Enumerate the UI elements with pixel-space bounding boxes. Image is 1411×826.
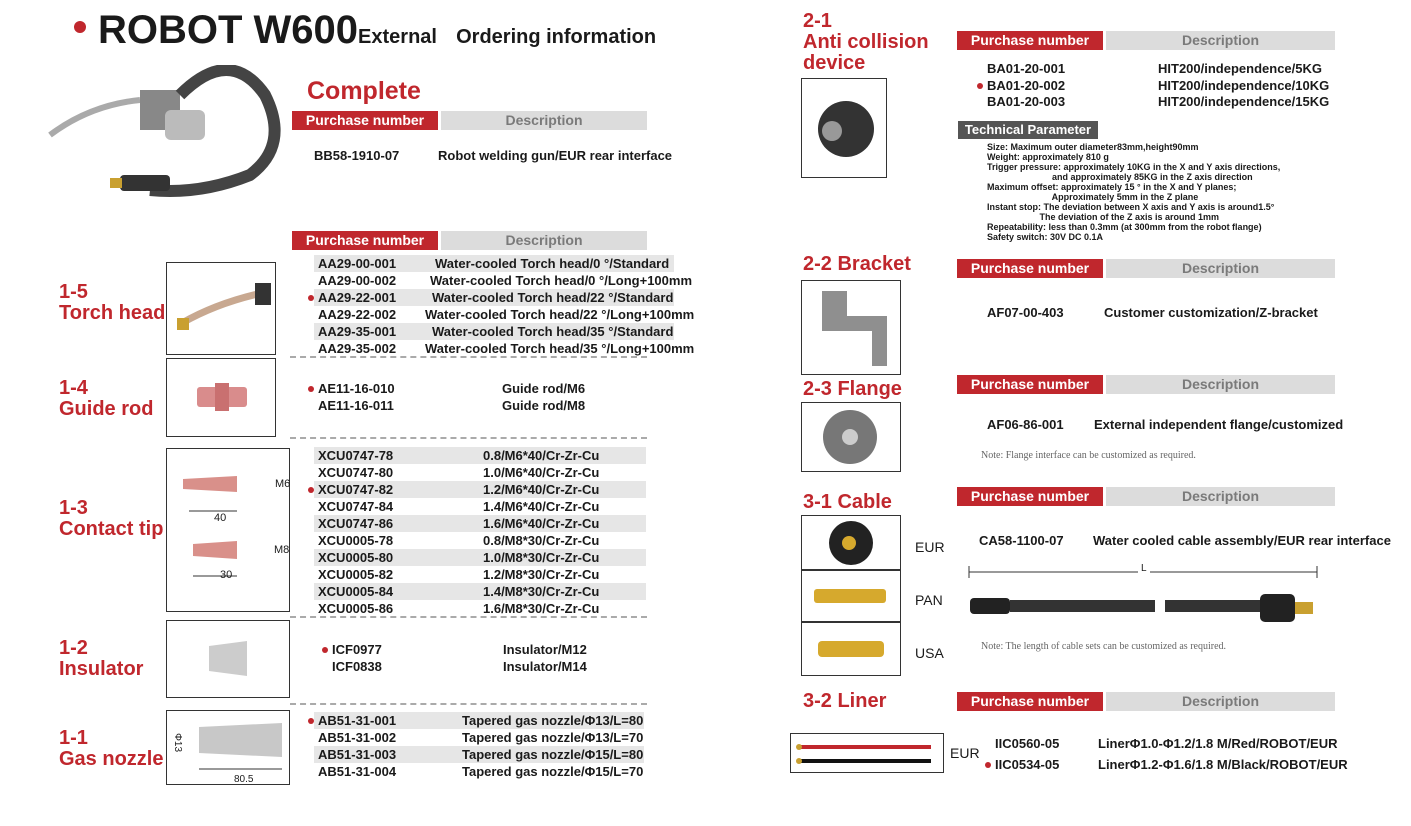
description: Water cooled cable assembly/EUR rear interface: [1093, 533, 1391, 548]
tech-param-line: Trigger pressure: approximately 10KG in the X and Y axis directions,: [987, 162, 1281, 172]
description: Water-cooled Torch head/22 °/Standard: [432, 290, 674, 305]
table-row[interactable]: [314, 464, 646, 481]
purchase-number: BA01-20-002: [987, 77, 1066, 93]
section-number: 3-2: [803, 690, 832, 712]
insulator-image: [166, 620, 290, 698]
description: HIT200/independence/5KG: [1158, 61, 1322, 76]
tech-param-header: Technical Parameter: [958, 121, 1098, 139]
title-bullet: [74, 21, 86, 33]
table-row[interactable]: [314, 549, 646, 566]
purchase-number: BB58-1910-07: [314, 148, 400, 163]
description-header: Description: [441, 111, 647, 130]
tech-param-line: The deviation of the Z axis is around 1mm: [987, 212, 1220, 222]
divider: [290, 703, 647, 705]
purchase-number-header: Purchase number: [292, 111, 438, 130]
section-number: 1-1: [59, 727, 88, 749]
description: External independent flange/customized: [1094, 417, 1344, 432]
table-row[interactable]: [314, 641, 614, 658]
purchase-number: AA29-00-002: [318, 273, 397, 288]
page-title: [98, 8, 656, 53]
anti-collision-table-header: [957, 31, 1335, 50]
table-row[interactable]: [970, 532, 1391, 549]
table-row[interactable]: [314, 515, 646, 532]
section-number: 1-2: [59, 637, 88, 659]
table-row[interactable]: [314, 323, 674, 340]
table-row[interactable]: [314, 289, 674, 306]
section-number: 2-1: [803, 10, 832, 32]
liner-type: EUR: [950, 745, 980, 761]
purchase-number: AE11-16-011: [318, 398, 394, 413]
dim-m8: M8: [274, 544, 290, 556]
flange-note: Note: Flange interface can be customized as required.: [981, 450, 1196, 461]
table-row[interactable]: [975, 304, 1355, 321]
purchase-number: XCU0747-84: [318, 499, 394, 514]
description: LinerΦ1.0-Φ1.2/1.8 M/Red/ROBOT/EUR: [1098, 736, 1338, 751]
section-gas-nozzle: [59, 728, 163, 770]
parts-table-header: [292, 231, 647, 250]
tech-param-line: and approximately 85KG in the Z axis direction: [987, 172, 1253, 182]
purchase-number: XCU0005-86: [318, 601, 394, 616]
purchase-number: CA58-1100-07: [979, 533, 1064, 548]
section-name: Anti collision: [803, 31, 929, 53]
table-row[interactable]: [310, 147, 673, 164]
divider: [290, 356, 647, 358]
section-number: 1-4: [59, 377, 88, 399]
table-row[interactable]: [314, 481, 646, 498]
table-row[interactable]: [314, 272, 692, 289]
description: Water-cooled Torch head/22 °/Long+100mm: [425, 307, 695, 322]
description: Water-cooled Torch head/0 °/Standard: [435, 256, 670, 271]
description: LinerΦ1.2-Φ1.6/1.8 M/Black/ROBOT/EUR: [1098, 757, 1348, 772]
section-guide-rod: [59, 378, 153, 420]
purchase-number: IIC0534-05: [995, 757, 1060, 772]
description: HIT200/independence/15KG: [1158, 94, 1330, 109]
section-name: Insulator: [59, 658, 144, 680]
section-name: Contact tip: [59, 518, 164, 540]
cable-usa-image: [801, 622, 901, 676]
purchase-number: AF07-00-403: [987, 305, 1064, 320]
table-row[interactable]: [314, 340, 695, 357]
tech-param-line: Safety switch: 30V DC 0.1A: [987, 232, 1104, 242]
divider: [290, 616, 647, 618]
dim-m6: M6: [275, 478, 291, 490]
section-torch-head: [59, 282, 165, 324]
section-liner: [803, 691, 886, 712]
purchase-number: IIC0560-05: [995, 736, 1060, 751]
recommended-bullet: [322, 647, 328, 653]
section-number: 3-1: [803, 491, 832, 513]
table-row[interactable]: [314, 583, 646, 600]
purchase-number: AB51-31-001: [318, 713, 397, 728]
cable-type-pan: PAN: [915, 592, 943, 608]
description: Water-cooled Torch head/35 °/Long+100mm: [425, 341, 695, 356]
table-row[interactable]: [314, 658, 614, 675]
table-row[interactable]: [314, 763, 644, 780]
section-contact-tip: [59, 498, 163, 540]
description-header: Description: [1106, 487, 1335, 506]
description: 0.8/M8*30/Cr-Zr-Cu: [483, 533, 600, 548]
bracket-table-header: [957, 259, 1335, 278]
tech-param-line: Repeatability: less than 0.3mm (at 300mm from the robot flange): [987, 222, 1262, 232]
tech-param-line: Size: Maximum outer diameter83mm,height90mm: [987, 142, 1199, 152]
title-sub: External: [358, 26, 437, 48]
cable-pan-image: [801, 570, 901, 622]
dim-dia: Φ13: [172, 732, 184, 753]
table-row[interactable]: [975, 77, 1335, 94]
purchase-number: AB51-31-002: [318, 730, 397, 745]
purchase-number: AA29-00-001: [318, 256, 397, 271]
section-name: Gas nozzle: [59, 748, 164, 770]
dim-40: 40: [214, 512, 227, 524]
table-row[interactable]: [975, 416, 1355, 433]
table-row[interactable]: [314, 306, 695, 323]
description: Tapered gas nozzle/Φ15/L=70: [462, 764, 644, 779]
section-name: Guide rod: [59, 398, 154, 420]
contact-tip-image: [166, 448, 290, 612]
table-row[interactable]: [314, 600, 646, 617]
table-row[interactable]: [314, 380, 614, 397]
tech-param-line: Weight: approximately 810 g: [987, 152, 1109, 162]
table-row[interactable]: [314, 447, 646, 464]
liner-image: [790, 733, 944, 773]
gas-nozzle-image: [166, 710, 290, 785]
description-header: Description: [1106, 692, 1335, 711]
purchase-number-header: Purchase number: [957, 692, 1103, 711]
purchase-number: AA29-22-001: [318, 290, 397, 305]
cable-type-eur: EUR: [915, 539, 945, 555]
purchase-number: AA29-22-002: [318, 307, 397, 322]
description: Guide rod/M6: [502, 381, 586, 396]
purchase-number-header: Purchase number: [292, 231, 438, 250]
description: 1.6/M6*40/Cr-Zr-Cu: [483, 516, 600, 531]
recommended-bullet: [985, 762, 991, 768]
recommended-bullet: [308, 718, 314, 724]
section-number: 2-2: [803, 253, 832, 275]
description: 1.4/M8*30/Cr-Zr-Cu: [483, 584, 600, 599]
title-tail: Ordering information: [456, 26, 657, 48]
cable-note: Note: The length of cable sets can be customized as required.: [981, 641, 1227, 652]
purchase-number-header: Purchase number: [957, 259, 1103, 278]
flange-image: [801, 402, 901, 472]
purchase-number-header: Purchase number: [957, 487, 1103, 506]
table-row[interactable]: [314, 532, 646, 549]
robot-gun-image: [40, 65, 290, 215]
recommended-bullet: [977, 83, 983, 89]
purchase-number: XCU0747-86: [318, 516, 394, 531]
section-flange: [803, 379, 902, 400]
description: 1.2/M8*30/Cr-Zr-Cu: [483, 567, 600, 582]
description: Robot welding gun/EUR rear interface: [438, 148, 673, 163]
description: Customer customization/Z-bracket: [1104, 305, 1318, 320]
anti-collision-image: [801, 78, 887, 178]
table-row[interactable]: [985, 735, 1365, 752]
cable-type-usa: USA: [915, 645, 944, 661]
purchase-number: BA01-20-003: [987, 94, 1066, 109]
section-name: Torch head: [59, 302, 166, 324]
liner-table-header: [957, 692, 1335, 711]
table-row[interactable]: [314, 255, 674, 272]
purchase-number: AB51-31-003: [318, 747, 397, 762]
description: 1.6/M8*30/Cr-Zr-Cu: [483, 601, 600, 616]
description: Insulator/M12: [503, 642, 587, 657]
purchase-number: AA29-35-001: [318, 324, 397, 339]
complete-table-header: [292, 111, 647, 130]
description: Tapered gas nozzle/Φ13/L=80: [462, 713, 644, 728]
table-row[interactable]: [314, 498, 646, 515]
purchase-number: XCU0005-78: [318, 533, 394, 548]
recommended-bullet: [308, 487, 314, 493]
purchase-number: XCU0005-82: [318, 567, 394, 582]
recommended-bullet: [308, 386, 314, 392]
description: 1.0/M6*40/Cr-Zr-Cu: [483, 465, 600, 480]
section-number: 2-3: [803, 378, 832, 400]
table-row[interactable]: [314, 746, 644, 763]
description: 0.8/M6*40/Cr-Zr-Cu: [483, 448, 600, 463]
purchase-number: AB51-31-004: [318, 764, 397, 779]
purchase-number: AF06-86-001: [987, 417, 1064, 432]
section-number: 1-5: [59, 281, 88, 303]
recommended-bullet: [308, 295, 314, 301]
purchase-number-header: Purchase number: [957, 375, 1103, 394]
dim-30: 30: [220, 569, 233, 581]
table-row[interactable]: [975, 60, 1335, 77]
divider: [290, 437, 647, 439]
purchase-number: XCU0747-82: [318, 482, 394, 497]
section-bracket: [803, 254, 911, 275]
table-row[interactable]: [314, 566, 646, 583]
tech-param-line: Approximately 5mm in the Z plane: [987, 192, 1199, 202]
guide-rod-image: [166, 358, 276, 437]
cable-table-header: [957, 487, 1335, 506]
purchase-number: AE11-16-010: [318, 381, 395, 396]
purchase-number: XCU0005-84: [318, 584, 394, 599]
bracket-image: [801, 280, 901, 375]
purchase-number: XCU0747-80: [318, 465, 394, 480]
section-anti-collision: [803, 11, 929, 74]
description-header: Description: [1106, 259, 1335, 278]
description-header: Description: [1106, 375, 1335, 394]
description: Insulator/M14: [503, 659, 587, 674]
table-row[interactable]: [314, 712, 644, 729]
table-row[interactable]: [314, 729, 644, 746]
description-header: Description: [1106, 31, 1335, 50]
flange-table-header: [957, 375, 1335, 394]
description: Guide rod/M8: [502, 398, 586, 413]
description: HIT200/independence/10KG: [1158, 77, 1330, 93]
table-row[interactable]: [314, 397, 614, 414]
section-name: Bracket: [837, 253, 911, 275]
description: Tapered gas nozzle/Φ15/L=80: [462, 747, 644, 762]
section-name: Liner: [837, 690, 887, 712]
section-name-2: device: [803, 52, 866, 74]
dim-len: 80.5: [234, 774, 254, 785]
tech-param-line: Maximum offset: approximately 15 ° in the X and Y planes;: [987, 182, 1237, 192]
table-row[interactable]: [975, 93, 1335, 110]
purchase-number: ICF0838: [332, 659, 382, 674]
description: 1.2/M6*40/Cr-Zr-Cu: [483, 482, 600, 497]
purchase-number: ICF0977: [332, 642, 382, 657]
dim-l: L: [1138, 563, 1150, 574]
purchase-number: BA01-20-001: [987, 61, 1066, 76]
complete-heading: Complete: [307, 77, 421, 105]
description: 1.0/M8*30/Cr-Zr-Cu: [483, 550, 600, 565]
section-insulator: [59, 638, 143, 680]
description: 1.4/M6*40/Cr-Zr-Cu: [483, 499, 600, 514]
tech-param-line: Instant stop: The deviation between X axis and Y axis is around1.5°: [987, 202, 1275, 212]
description: Tapered gas nozzle/Φ13/L=70: [462, 730, 644, 745]
torch-head-image: [166, 262, 276, 355]
section-cable: [803, 492, 892, 513]
cable-eur-image: [801, 515, 901, 570]
description: Water-cooled Torch head/0 °/Long+100mm: [430, 273, 692, 288]
section-name: Flange: [837, 378, 902, 400]
description-header: Description: [441, 231, 647, 250]
section-number: 1-3: [59, 497, 88, 519]
table-row[interactable]: [985, 756, 1365, 773]
purchase-number: XCU0747-78: [318, 448, 394, 463]
title-main: ROBOT W600: [98, 8, 359, 52]
description: Water-cooled Torch head/35 °/Standard: [432, 324, 674, 339]
purchase-number-header: Purchase number: [957, 31, 1103, 50]
purchase-number: XCU0005-80: [318, 550, 394, 565]
purchase-number: AA29-35-002: [318, 341, 397, 356]
section-name: Cable: [837, 491, 892, 513]
